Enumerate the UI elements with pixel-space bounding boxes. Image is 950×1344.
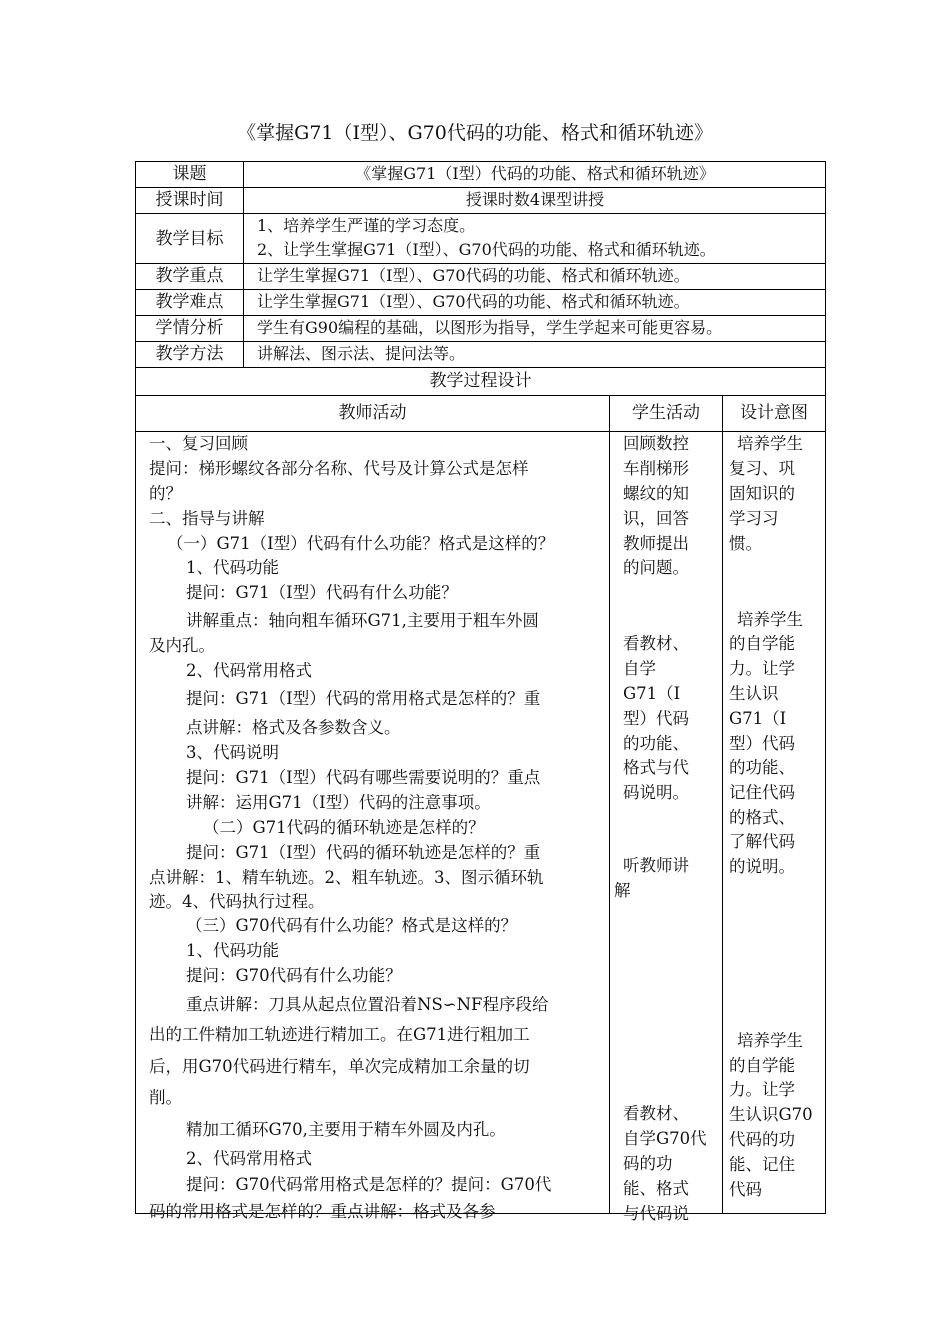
- intent-line: G71（I: [729, 709, 787, 728]
- objectives-line-2: 2、让学生掌握G71（I型）、G70代码的功能、格式和循环轨迹。: [257, 240, 716, 259]
- student-line: 听教师讲: [623, 856, 689, 875]
- key-points-label: 教学重点: [155, 266, 224, 286]
- teacher-line: 提问：G71（I型）代码的循环轨迹是怎样的？重: [186, 843, 541, 862]
- student-line: 的问题。: [623, 558, 689, 577]
- col-header-student: 学生活动: [632, 403, 700, 423]
- intent-line: 了解代码: [729, 832, 795, 851]
- teacher-line: 讲解：运用G71（I型）代码的注意事项。: [186, 793, 491, 812]
- teacher-line: 一、复习回顾: [149, 434, 248, 453]
- intent-line: 的格式、: [729, 808, 795, 827]
- intent-line: 学习习: [729, 509, 779, 528]
- student-line: 回顾数控: [623, 434, 689, 453]
- document-title: 《掌握G71（I型）、G70代码的功能、格式和循环轨迹》: [237, 122, 713, 144]
- teacher-line: 精加工循环G70,主要用于精车外圆及内孔。: [186, 1120, 506, 1139]
- methods-value: 讲解法、图示法、提问法等。: [257, 344, 466, 363]
- student-line: 型）代码: [623, 709, 689, 728]
- teacher-line: 削。: [149, 1088, 182, 1107]
- student-line: 码的功: [623, 1154, 673, 1173]
- teacher-line: 1、代码功能: [186, 941, 279, 960]
- student-line: 格式与代: [623, 758, 689, 777]
- student-line: 看教材、: [623, 634, 689, 653]
- intent-line: 的自学能: [729, 634, 795, 653]
- objectives-line-1: 1、培养学生严谨的学习态度。: [257, 216, 476, 235]
- teacher-line: 3、代码说明: [186, 743, 279, 762]
- teacher-line: 后，用G70代码进行精车，单次完成精加工余量的切: [149, 1057, 530, 1076]
- student-line: 车削梯形: [623, 459, 689, 478]
- teacher-line: （二）G71代码的循环轨迹是怎样的？: [203, 818, 485, 837]
- student-line: 螺纹的知: [623, 484, 689, 503]
- teacher-line: 1、代码功能: [186, 558, 279, 577]
- student-line: 的功能、: [623, 734, 689, 753]
- key-points-value: 让学生掌握G71（I型）、G70代码的功能、格式和循环轨迹。: [257, 266, 690, 285]
- methods-label: 教学方法: [155, 344, 224, 364]
- intent-line: 培养学生: [737, 434, 803, 453]
- student-line: 自学G70代: [623, 1129, 707, 1148]
- intent-line: 的功能、: [729, 758, 795, 777]
- teacher-line: 提问：G70代码有什么功能？: [186, 966, 402, 985]
- student-line: 教师提出: [623, 534, 689, 553]
- process-heading: 教学过程设计: [429, 371, 532, 391]
- col-header-teacher: 教师活动: [338, 403, 407, 423]
- intent-line: 能、记住: [729, 1155, 795, 1174]
- student-activity-text: [610, 432, 722, 1223]
- intent-line: 复习、巩: [729, 459, 795, 478]
- student-line: 看教材、: [623, 1104, 689, 1123]
- intent-line: 代码的功: [729, 1130, 795, 1149]
- student-line: 能、格式: [623, 1179, 689, 1198]
- intent-line: 的自学能: [729, 1056, 795, 1075]
- student-line: 识，回答: [623, 509, 689, 528]
- learner-analysis-value: 学生有G90编程的基础，以图形为指导，学生学起来可能更容易。: [257, 318, 723, 337]
- teacher-activity-text: [136, 432, 609, 1221]
- col-header-intent: 设计意图: [740, 403, 808, 423]
- teacher-line: （一）G71（I型）代码有什么功能？格式是这样的？: [167, 534, 555, 553]
- time-value: 授课时数4课型讲授: [465, 190, 605, 209]
- student-line: 码说明。: [623, 783, 689, 802]
- design-intent-text: [723, 432, 825, 1213]
- difficulties-value: 让学生掌握G71（I型）、G70代码的功能、格式和循环轨迹。: [257, 292, 690, 311]
- objectives-label: 教学目标: [155, 229, 224, 249]
- intent-line: 惯。: [729, 534, 762, 553]
- teacher-line: 码的常用格式是怎样的？重点讲解：格式及各参: [149, 1202, 496, 1221]
- time-label: 授课时间: [155, 190, 224, 210]
- intent-line: 培养学生: [737, 1031, 803, 1050]
- intent-line: 力。让学: [729, 1080, 795, 1099]
- topic-label: 课题: [172, 164, 207, 184]
- teacher-line: 提问：G70代码常用格式是怎样的？提问：G70代: [186, 1175, 552, 1194]
- teacher-line: 的？: [149, 484, 182, 503]
- teacher-line: 2、代码常用格式: [186, 1149, 312, 1168]
- intent-line: 型）代码: [729, 734, 795, 753]
- teacher-line: 提问：G71（I型）代码的常用格式是怎样的？重: [186, 689, 541, 708]
- intent-line: 记住代码: [729, 783, 795, 802]
- intent-line: 培养学生: [737, 610, 803, 629]
- teacher-line: 重点讲解：刀具从起点位置沿着NS∽NF程序段给: [186, 995, 549, 1014]
- intent-line: 代码: [729, 1180, 762, 1199]
- difficulties-label: 教学难点: [155, 292, 224, 312]
- intent-line: 力。让学: [729, 659, 795, 678]
- teacher-line: （三）G70代码有什么功能？格式是这样的？: [186, 916, 518, 935]
- teacher-line: 二、指导与讲解: [149, 509, 265, 528]
- student-line: 解: [614, 881, 631, 900]
- intent-line: 固知识的: [729, 484, 795, 503]
- intent-line: 的说明。: [729, 857, 795, 876]
- teacher-line: 提问：G71（I型）代码有哪些需要说明的？重点: [186, 768, 541, 787]
- topic-value: 《掌握G71（I型）代码的功能、格式和循环轨迹》: [355, 164, 715, 183]
- student-line: 与代码说: [623, 1204, 689, 1223]
- intent-line: 生认识: [729, 684, 779, 703]
- student-line: 自学: [623, 659, 656, 678]
- teacher-line: 讲解重点：轴向粗车循环G71,主要用于粗车外圆: [186, 611, 539, 630]
- teacher-line: 2、代码常用格式: [186, 661, 312, 680]
- teacher-line: 点讲解：1、精车轨迹。2、粗车轨迹。3、图示循环轨: [149, 868, 544, 887]
- teacher-line: 迹。4、代码执行过程。: [149, 892, 325, 911]
- teacher-line: 点讲解：格式及各参数含义。: [186, 718, 401, 737]
- teacher-line: 及内孔。: [149, 636, 215, 655]
- intent-line: 生认识G70: [729, 1105, 813, 1124]
- teacher-line: 提问：梯形螺纹各部分名称、代号及计算公式是怎样: [149, 459, 529, 478]
- teacher-line: 出的工件精加工轨迹进行精加工。在G71进行粗加工: [149, 1025, 530, 1044]
- learner-analysis-label: 学情分析: [155, 318, 224, 338]
- teacher-line: 提问：G71（I型）代码有什么功能？: [186, 583, 458, 602]
- student-line: G71（I: [623, 684, 681, 703]
